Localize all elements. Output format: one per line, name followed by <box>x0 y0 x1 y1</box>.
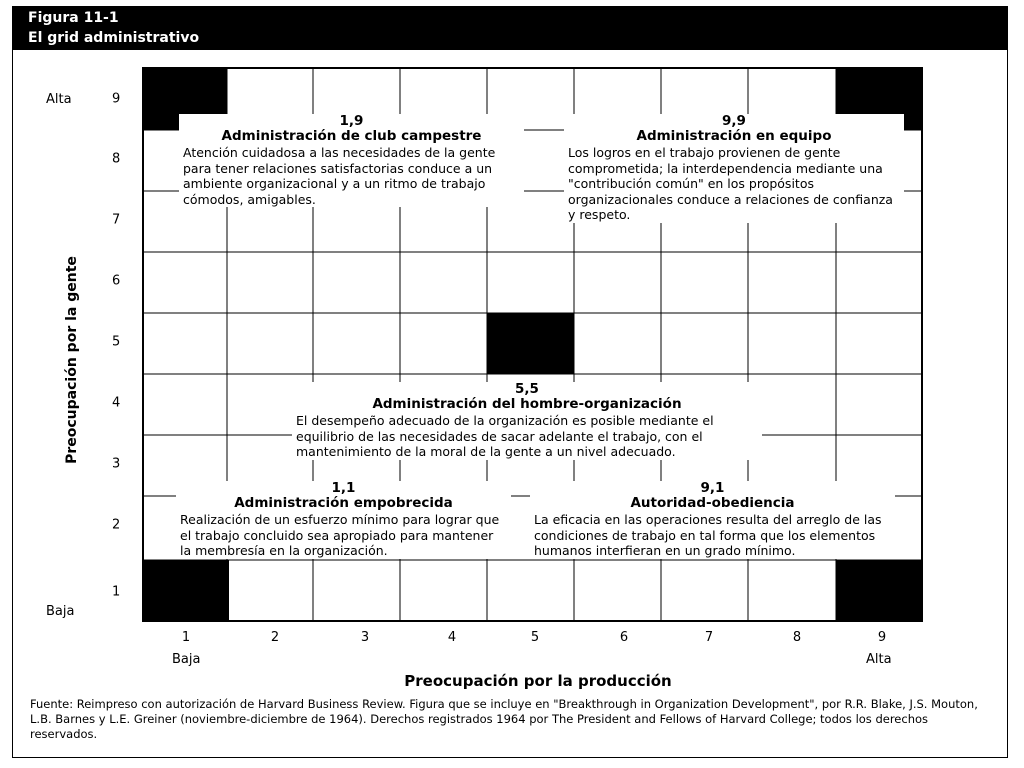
impoverished-coord: 1,1 <box>331 480 356 496</box>
y-low-label: Baja <box>46 604 75 619</box>
y-tick-2: 2 <box>112 517 121 533</box>
x-tick-9: 9 <box>877 630 887 645</box>
y-high-label: Alta <box>46 92 72 107</box>
x-tick-1: 1 <box>181 630 191 645</box>
y-tick-4: 4 <box>112 395 121 411</box>
y-tick-5: 5 <box>112 334 121 350</box>
authority-name: Autoridad-obediencia <box>630 495 795 511</box>
style-box-club <box>179 114 524 207</box>
x-low-label: Baja <box>172 652 201 667</box>
y-tick-3: 3 <box>112 456 121 472</box>
middle-description: El desempeño adecuado de la organización es posible mediante el equilibrio de las necesidades de sacar adelante el trabajo, con el mantenimiento de la moral de la gente a un nivel adecuado. <box>296 413 714 459</box>
y-axis-label: Preocupación por la gente <box>64 256 80 464</box>
x-high-label: Alta <box>866 652 892 667</box>
club-name: Administración de club campestre <box>221 128 482 144</box>
style-box-middle <box>292 382 762 460</box>
style-box-team <box>564 114 904 223</box>
x-tick-2: 2 <box>270 630 280 645</box>
y-tick-1: 1 <box>112 584 121 600</box>
x-axis-label: Preocupación por la producción <box>404 672 672 690</box>
source-note: Fuente: Reimpreso con autorización de Harvard Business Review. Figura que se incluye en "Breakthrough in Organization Development", por R.R. Blake, J.S. Mouton, L.B. Barnes y L.E. Greiner (noviembre-diciembre de 1964). Derechos registrados 1964 por The President and Fellows of Harvard College; todos los derechos reservados. <box>30 697 978 741</box>
figure-number: Figura 11-1 <box>28 10 119 26</box>
style-box-authority <box>530 481 895 559</box>
figure-title: El grid administrativo <box>28 30 200 46</box>
y-tick-6: 6 <box>112 273 121 289</box>
x-tick-6: 6 <box>619 630 629 645</box>
x-tick-4: 4 <box>447 630 457 645</box>
club-coord: 1,9 <box>339 113 364 129</box>
authority-coord: 9,1 <box>700 480 725 496</box>
x-tick-8: 8 <box>792 630 802 645</box>
style-box-impoverished <box>176 481 511 559</box>
authority-description: La eficacia en las operaciones resulta del arreglo de las condiciones de trabajo en tal forma que los elementos humanos interfieran en un grado mínimo. <box>534 512 882 558</box>
y-tick-7: 7 <box>112 212 121 228</box>
x-tick-5: 5 <box>530 630 540 645</box>
team-coord: 9,9 <box>722 113 746 129</box>
corner-block-1-1 <box>143 560 229 621</box>
impoverished-description: Realización de un esfuerzo mínimo para lograr que el trabajo concluido sea apropiado para mantener la membresía en la organización. <box>180 512 500 558</box>
y-tick-9: 9 <box>112 91 121 107</box>
middle-coord: 5,5 <box>515 381 539 397</box>
team-name: Administración en equipo <box>636 128 832 144</box>
x-tick-7: 7 <box>704 630 714 645</box>
team-description: Los logros en el trabajo provienen de gente comprometida; la interdependencia mediante una "contribución común" en los propósitos organizacionales conduce a relaciones de confianza y respeto. <box>568 145 893 222</box>
club-description: Atención cuidadosa a las necesidades de la gente para tener relaciones satisfactorias conduce a un ambiente organizacional y a un ritmo de trabajo cómodos, amigables. <box>183 145 496 207</box>
x-tick-3: 3 <box>360 630 370 645</box>
middle-name: Administración del hombre-organización <box>372 396 682 412</box>
y-tick-8: 8 <box>112 151 121 167</box>
center-block-5-5 <box>487 313 574 374</box>
corner-block-9-1 <box>836 560 922 621</box>
impoverished-name: Administración empobrecida <box>234 495 453 511</box>
